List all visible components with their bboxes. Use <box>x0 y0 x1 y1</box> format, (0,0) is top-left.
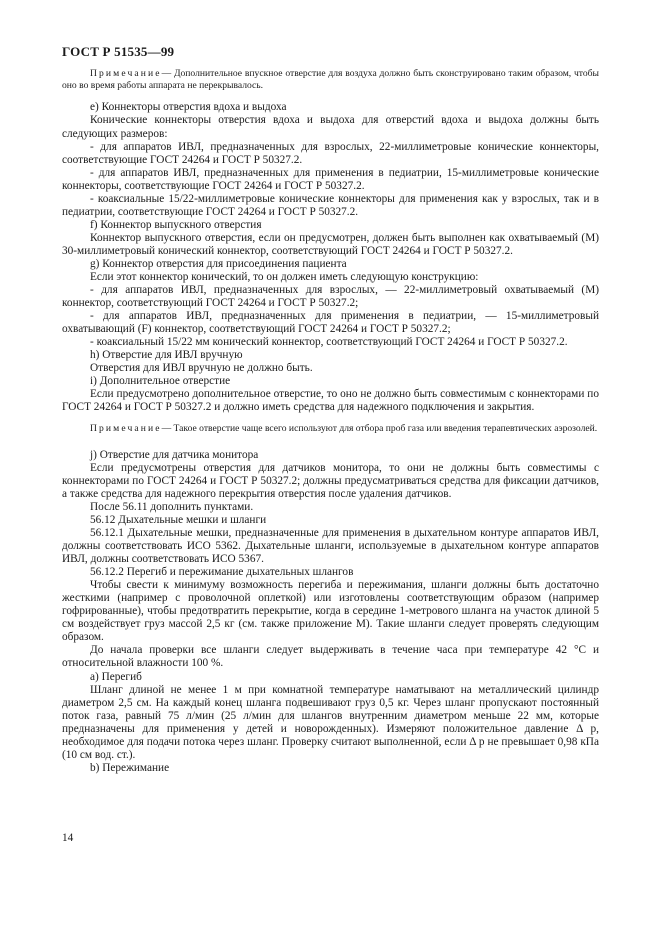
paragraph: Шланг длиной не менее 1 м при комнатной температуре наматывают на металлический цилиндр диаметром 2,5 см. На каждый конец шланга подвешивают груз 0,5 кг. Через шланг пропускают постоянный поток газа, равный 75 л/мин (25 л/мин для шлангов внутренним диаметром меньше 22 мм, которые предназначены для применения у детей и новорожденных). Измеряют положительное давление Δ p, необходимое для подачи потока через шланг. Проверку считают выполненной, если Δ p не превышает 0,98 кПа (10 см вод. ст.). <box>62 683 599 761</box>
paragraph: Чтобы свести к минимуму возможность перегиба и пережимания, шланги должны быть достаточно жесткими (например с проволочной оплеткой) или изготовлены соответствующим образом (например гофрированные), чтобы предотвратить перекрытие, когда в середине 1-метрового шланга на участок длиной 5 см воздействует груз массой 2,5 кг (см. также приложение М). Такие шланги следует проверять следующим образом. <box>62 579 599 644</box>
note-1-text: — Дополнительное впускное отверстие для воздуха должно быть сконструировано таким образом, чтобы оно во время работы аппарата не перекрывалось. <box>62 68 599 92</box>
note-2-text: — Такое отверстие чаще всего используют для отбора проб газа или введения терапевтических аэрозолей. <box>161 422 598 434</box>
list-item: - для аппаратов ИВЛ, предназначенных для взрослых, — 22-миллиметровый охватываемый (М) коннектор, соответствующий ГОСТ 24264 и ГОСТ Р 50327.2; <box>62 284 599 310</box>
paragraph: Отверстия для ИВЛ вручную не должно быть. <box>90 362 313 375</box>
list-item: - для аппаратов ИВЛ, предназначенных для взрослых, 22-миллиметровые конические коннекторы, соответствующие ГОСТ 24264 и ГОСТ Р 50327.2. <box>62 140 599 166</box>
list-item: - коаксиальные 15/22-миллиметровые конические коннекторы для применения как у взрослых, так и в педиатрии, соответствующие ГОСТ 24264 и ГОСТ Р 50327.2. <box>62 192 599 218</box>
subsection-a-title: а) Перегиб <box>90 670 142 683</box>
section-title: 56.12 Дыхательные мешки и шланги <box>90 513 267 526</box>
subsection-i-title: i) Дополнительное отверстие <box>90 375 231 388</box>
paragraph: После 56.11 дополнить пунктами. <box>90 500 254 513</box>
note-2-label: Примечание <box>90 422 162 434</box>
subsection-f-title: f) Коннектор выпускного отверстия <box>90 218 262 231</box>
page-header: ГОСТ Р 51535—99 <box>62 44 175 59</box>
document-body <box>62 68 599 775</box>
list-item: - для аппаратов ИВЛ, предназначенных для применения в педиатрии, 15-миллиметровые конические коннекторы, соответствующие ГОСТ 24264 и ГОСТ Р 50327.2. <box>62 166 599 192</box>
note-2 <box>62 423 599 435</box>
subsection-e-title: е) Коннекторы отверстия вдоха и выдоха <box>90 101 287 114</box>
page-number: 14 <box>62 832 74 844</box>
paragraph: До начала проверки все шланги следует выдерживать в течение часа при температуре 42 °С и относительной влажности 100 %. <box>62 644 599 670</box>
paragraph: Конические коннекторы отверстия вдоха и выдоха для отверстий вдоха и выдоха должны быть следующих размеров: <box>62 114 599 140</box>
section-title: 56.12.2 Перегиб и пережимание дыхательных шлангов <box>90 566 354 579</box>
paragraph: 56.12.1 Дыхательные мешки, предназначенные для применения в дыхательном контуре аппаратов ИВЛ, должны соответствовать ИСО 5362. Дыхательные шланги, используемые в дыхательном контуре аппаратов ИВЛ, должны соответствовать ИСО 5367. <box>62 527 599 566</box>
subsection-j-title: j) Отверстие для датчика монитора <box>90 448 259 461</box>
subsection-g-title: g) Коннектор отверстия для присоединения пациента <box>90 257 347 270</box>
note-1 <box>62 68 599 92</box>
subsection-h-title: h) Отверстие для ИВЛ вручную <box>90 349 243 362</box>
paragraph: Коннектор выпускного отверстия, если он предусмотрен, должен быть выполнен как охватываемый (М) 30-миллиметровый конический коннектор, соответствующий ГОСТ 24264 и ГОСТ Р 50327.2. <box>62 231 599 257</box>
subsection-b-title: b) Пережимание <box>90 761 170 774</box>
paragraph: Если предусмотрены отверстия для датчиков монитора, то они не должны быть совместимы с коннекторами по ГОСТ 24264 и ГОСТ Р 50327.2; должны предусматриваться средства для фиксации датчиков, а также средства для надежного перекрытия отверстия после удаления датчиков. <box>62 461 599 500</box>
paragraph: Если предусмотрено дополнительное отверстие, то оно не должно быть совместимым с коннекторами по ГОСТ 24264 и ГОСТ Р 50327.2 и должно иметь средства для надежного подключения и закрытия. <box>62 388 599 414</box>
note-1-label: Примечание <box>90 68 162 79</box>
list-item: - коаксиальный 15/22 мм конический коннектор, соответствующий ГОСТ 24264 и ГОСТ Р 50327.2. <box>90 336 568 349</box>
list-item: - для аппаратов ИВЛ, предназначенных для применения в педиатрии, — 15-миллиметровый охватывающий (F) коннектор, соответствующий ГОСТ 24264 и ГОСТ Р 50327.2; <box>62 310 599 336</box>
paragraph: Если этот коннектор конический, то он должен иметь следующую конструкцию: <box>90 271 479 284</box>
